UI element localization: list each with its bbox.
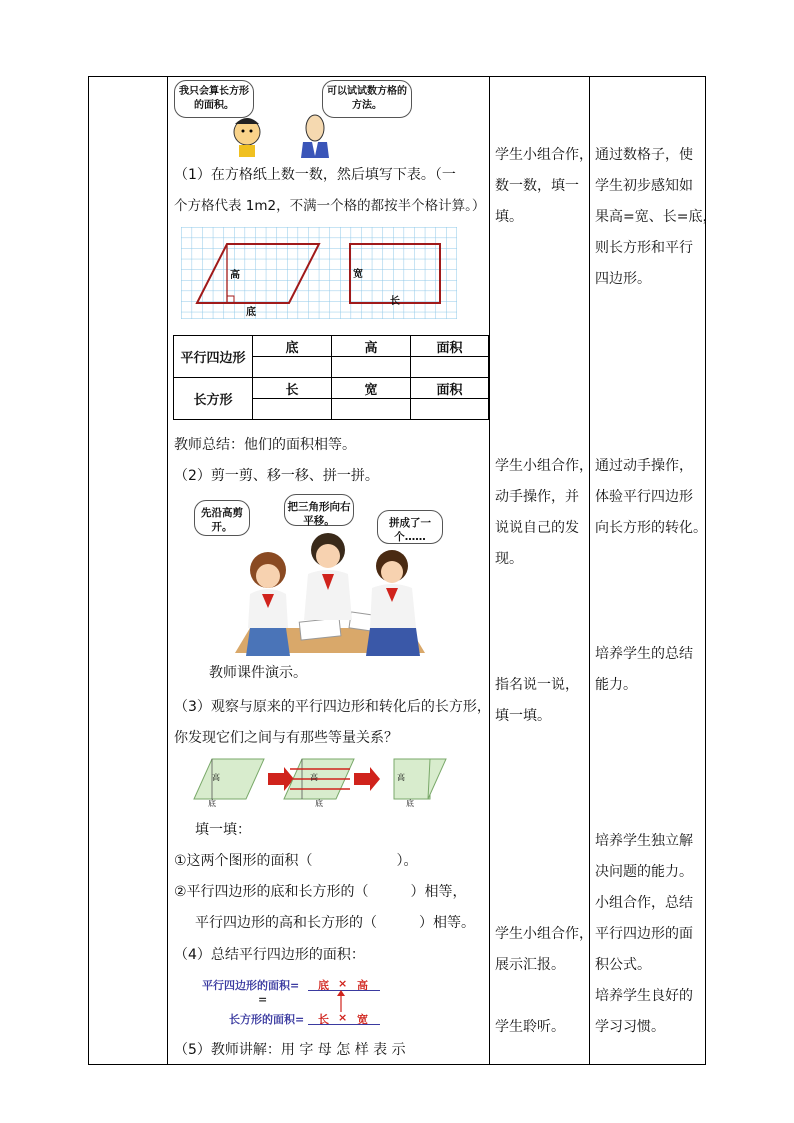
measurement-table (173, 335, 489, 420)
step3-line2: 你发现它们之间与有那些等量关系？ (174, 730, 398, 746)
label-length: 长 (390, 296, 400, 307)
activity-block-4 (495, 919, 593, 981)
intent-line: 四边形。 (595, 271, 651, 287)
intent-block-2 (595, 451, 707, 544)
activity-line: 填。 (495, 209, 523, 225)
intent-line: 则长方形和平行 (595, 240, 693, 256)
activity-block-2 (495, 451, 593, 575)
activity-line: 数一数，填一 (495, 178, 579, 194)
table-header-cell: 长 (253, 378, 332, 399)
fill-title: 填一填： (195, 822, 251, 838)
table-input-cell[interactable] (332, 357, 411, 378)
bubble-text: 先沿高剪开。 (201, 507, 243, 533)
label-width: 宽 (353, 269, 363, 280)
children-cutting-illustration (230, 528, 430, 658)
bubble-text: 拼成了一个…… (389, 517, 431, 543)
intent-line: 培养学生独立解 (595, 833, 693, 849)
cartoon-characters-illustration (225, 112, 345, 160)
label-height: 高 (230, 270, 240, 281)
activity-block-5: 学生聆听。 (495, 1019, 565, 1035)
arrow-up-icon (337, 990, 345, 1012)
step1-text-line1: （1）在方格纸上数一数，然后填写下表。（一 (174, 167, 456, 183)
step5-text: （5）教师讲解：用 字 母 怎 样 表 示 (174, 1042, 406, 1058)
fig-base-2: 底 (315, 799, 323, 808)
column-divider (489, 77, 490, 1064)
table-header-cell: 高 (332, 336, 411, 357)
intent-line: 培养学生的总结 (595, 646, 693, 662)
formula-times: × (338, 1011, 348, 1024)
table-input-cell[interactable] (332, 399, 411, 420)
intent-line: 能力。 (595, 677, 637, 693)
activity-line: 学生小组合作， (495, 147, 593, 163)
intent-line: 体验平行四边形 (595, 489, 693, 505)
row-label-rectangle: 长方形 (174, 378, 253, 420)
table-header-cell: 面积 (411, 336, 489, 357)
step4-text: （4）总结平行四边形的面积： (174, 947, 365, 963)
table-header-cell: 宽 (332, 378, 411, 399)
activity-line: 说说自己的发 (495, 520, 579, 536)
formula-base: 底 (318, 979, 329, 992)
intent-block-1 (595, 140, 716, 295)
fig-high-2: 高 (310, 773, 318, 782)
fig-base-3: 底 (406, 799, 414, 808)
fig-base-1: 底 (208, 799, 216, 808)
intent-block-3 (595, 639, 693, 701)
intent-line: 积公式。 (595, 957, 651, 973)
intent-line: 决问题的能力。 (595, 864, 693, 880)
activity-line: 现。 (495, 551, 523, 567)
column-divider (167, 77, 168, 1064)
intent-block-4 (595, 826, 693, 1043)
table-input-cell[interactable] (411, 357, 489, 378)
intent-line: 果高=宽、长=底， (595, 209, 717, 225)
table-header-cell: 底 (253, 336, 332, 357)
formula-length: 长 (318, 1013, 329, 1026)
teacher-summary: 教师总结：他们的面积相等。 (174, 437, 356, 453)
teacher-demo: 教师课件演示。 (209, 665, 307, 681)
activity-block-1 (495, 140, 593, 233)
activity-block-3 (495, 670, 579, 732)
step3-line1: （3）观察与原来的平行四边形和转化后的长方形， (174, 699, 491, 715)
formula-height: 高 (357, 979, 368, 992)
intent-line: 学生初步感知如 (595, 178, 693, 194)
fill-question-2b: 平行四边形的高和长方形的（ ）相等。 (195, 915, 475, 931)
formula-width: 宽 (357, 1013, 368, 1026)
intent-line: 向长方形的转化。 (595, 520, 707, 536)
table-input-cell[interactable] (411, 399, 489, 420)
intent-line: 小组合作，总结 (595, 895, 693, 911)
speech-bubble-move (284, 494, 354, 526)
intent-line: 通过动手操作， (595, 458, 693, 474)
step1-text-line2: 个方格代表 1m2，不满一个格的都按半个格计算。） (174, 198, 486, 214)
intent-line: 通过数格子，使 (595, 147, 693, 163)
fill-question-1: ①这两个图形的面积（ ）。 (174, 853, 418, 869)
step2-text: （2）剪一剪、移一移、拼一拼。 (174, 468, 379, 484)
fill-question-2a: ②平行四边形的底和长方形的（ ）相等， (174, 884, 467, 900)
formula-equals: = (258, 993, 268, 1006)
bubble-text: 把三角形向右平移。 (287, 501, 351, 527)
formula-times: × (338, 977, 348, 990)
activity-line: 展示汇报。 (495, 957, 565, 973)
bubble-text: 我只会算长方形的面积。 (179, 86, 249, 111)
table-header-cell: 面积 (411, 378, 489, 399)
activity-line: 指名说一说， (495, 677, 579, 693)
table-input-cell[interactable] (253, 357, 332, 378)
activity-line: 填一填。 (495, 708, 551, 724)
label-base: 底 (246, 307, 256, 318)
grid-paper-figure (181, 227, 457, 319)
activity-line: 学生小组合作， (495, 926, 593, 942)
formula-underline (308, 1024, 380, 1025)
row-label-parallelogram: 平行四边形 (174, 336, 253, 378)
table-input-cell[interactable] (253, 399, 332, 420)
fig-high-3: 高 (397, 773, 405, 782)
fig-high-1: 高 (212, 773, 220, 782)
bubble-text: 可以试试数方格的方法。 (327, 86, 407, 111)
activity-line: 学生小组合作， (495, 458, 593, 474)
activity-line: 动手操作，并 (495, 489, 579, 505)
formula-parallelogram-label: 平行四边形的面积= (202, 979, 300, 992)
formula-rectangle-label: 长方形的面积= (229, 1013, 305, 1026)
intent-line: 平行四边形的面 (595, 926, 693, 942)
intent-line: 培养学生良好的 (595, 988, 693, 1004)
arrow-right-icon (354, 767, 380, 791)
intent-line: 学习习惯。 (595, 1019, 665, 1035)
